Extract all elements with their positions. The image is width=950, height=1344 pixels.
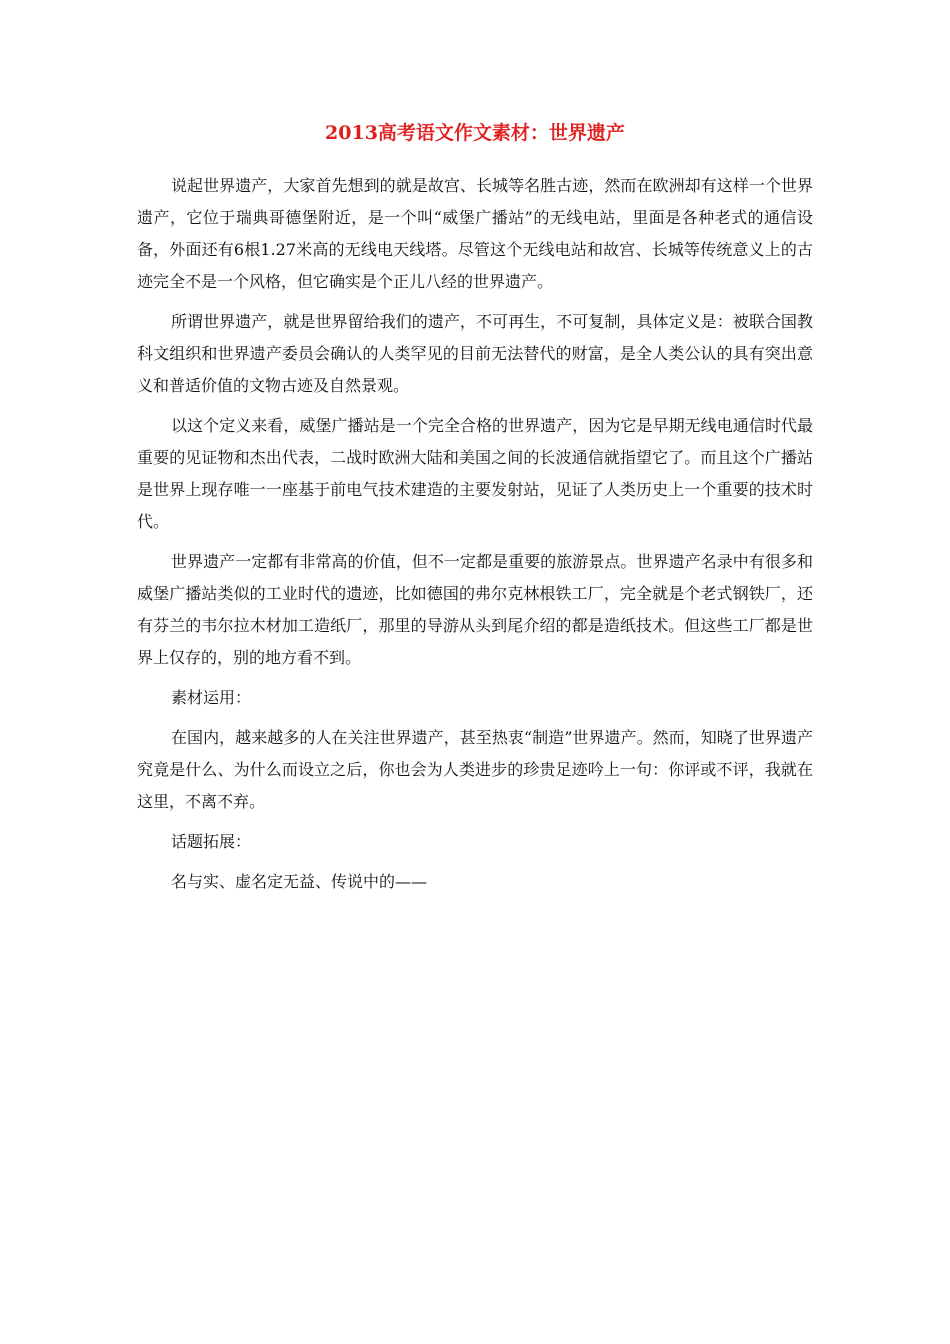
heading-topic-extension: 话题拓展： — [171, 832, 252, 851]
heading-material-usage: 素材运用： — [171, 688, 252, 707]
paragraph-topics: 名与实、虚名定无益、传说中的—— — [171, 872, 428, 891]
document-title: 2013高考语文作文素材：世界遗产 — [325, 122, 625, 144]
paragraph-definition: 所谓世界遗产，就是世界留给我们的遗产，不可再生，不可复制，具体定义是：被联合国教科文组织和世界遗产委员会确认的人类罕见的目前无法替代的财富，是全人类公认的具有突出意义和普适价值的文物古迹及自然景观。 — [137, 312, 813, 395]
paragraph-qualification: 以这个定义来看，威堡广播站是一个完全合格的世界遗产，因为它是早期无线电通信时代最重要的见证物和杰出代表，二战时欧洲大陆和美国之间的长波通信就指望它了。而且这个广播站是世界上现存唯一一座基于前电气技术建造的主要发射站，见证了人类历史上一个重要的技术时代。 — [137, 416, 813, 531]
paragraph-intro: 说起世界遗产，大家首先想到的就是故宫、长城等名胜古迹，然而在欧洲却有这样一个世界遗产，它位于瑞典哥德堡附近，是一个叫“威堡广播站”的无线电站，里面是各种老式的通信设备，外面还有6根1.27米高的无线电天线塔。尽管这个无线电站和故宫、长城等传统意义上的古迹完全不是一个风格，但它确实是个正儿八经的世界遗产。 — [137, 176, 813, 291]
document-body — [137, 170, 813, 906]
paragraph-usage: 在国内，越来越多的人在关注世界遗产，甚至热衷“制造”世界遗产。然而，知晓了世界遗产究竟是什么、为什么而设立之后，你也会为人类进步的珍贵足迹吟上一句：你评或不评，我就在这里，不离不弃。 — [137, 728, 813, 811]
paragraph-value: 世界遗产一定都有非常高的价值，但不一定都是重要的旅游景点。世界遗产名录中有很多和威堡广播站类似的工业时代的遗迹，比如德国的弗尔克林根铁工厂，完全就是个老式钢铁厂，还有芬兰的韦尔拉木材加工造纸厂，那里的导游从头到尾介绍的都是造纸技术。但这些工厂都是世界上仅存的，别的地方看不到。 — [137, 552, 813, 667]
